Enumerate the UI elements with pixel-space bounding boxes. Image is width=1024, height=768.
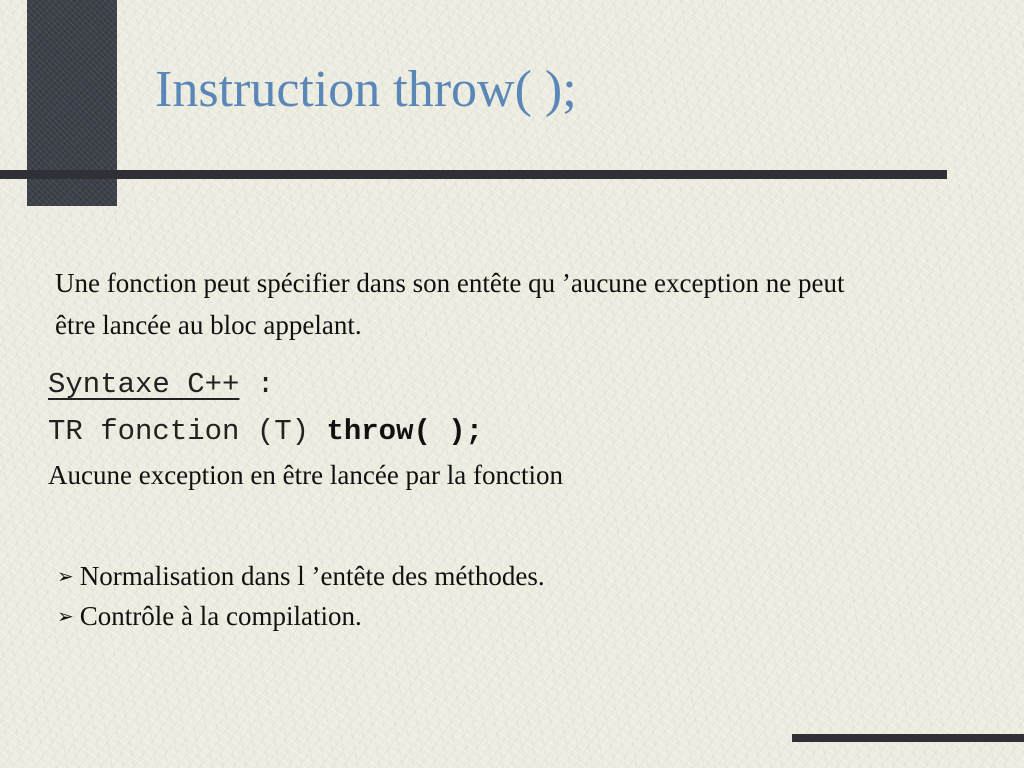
slide-title: Instruction throw( ); [155,61,577,118]
code-keyword-throw: throw [326,415,414,448]
title-divider-rule [0,170,947,179]
code-note: Aucune exception en être lancée par la fonction [48,460,563,490]
code-signature [48,415,483,448]
intro-paragraph: Une fonction peut spécifier dans son entête qu ’aucune exception ne peut être lancée au bloc appelant. [55,268,845,340]
list-item [57,597,545,637]
footer-divider-rule [792,734,1024,742]
arrow-bullet-icon: ➢ [57,564,74,588]
list-item [57,557,545,597]
syntax-label: Syntaxe C++ [48,368,240,401]
bullet-list [57,557,545,637]
code-prefix: TR fonction (T) [48,415,327,448]
arrow-bullet-icon: ➢ [57,604,74,628]
bullet-text: Normalisation dans l ’entête des méthodes. [79,561,545,591]
syntax-colon: : [239,368,275,401]
code-suffix: ( ); [413,415,484,448]
syntax-heading [48,368,274,401]
bullet-text: Contrôle à la compilation. [79,601,362,631]
